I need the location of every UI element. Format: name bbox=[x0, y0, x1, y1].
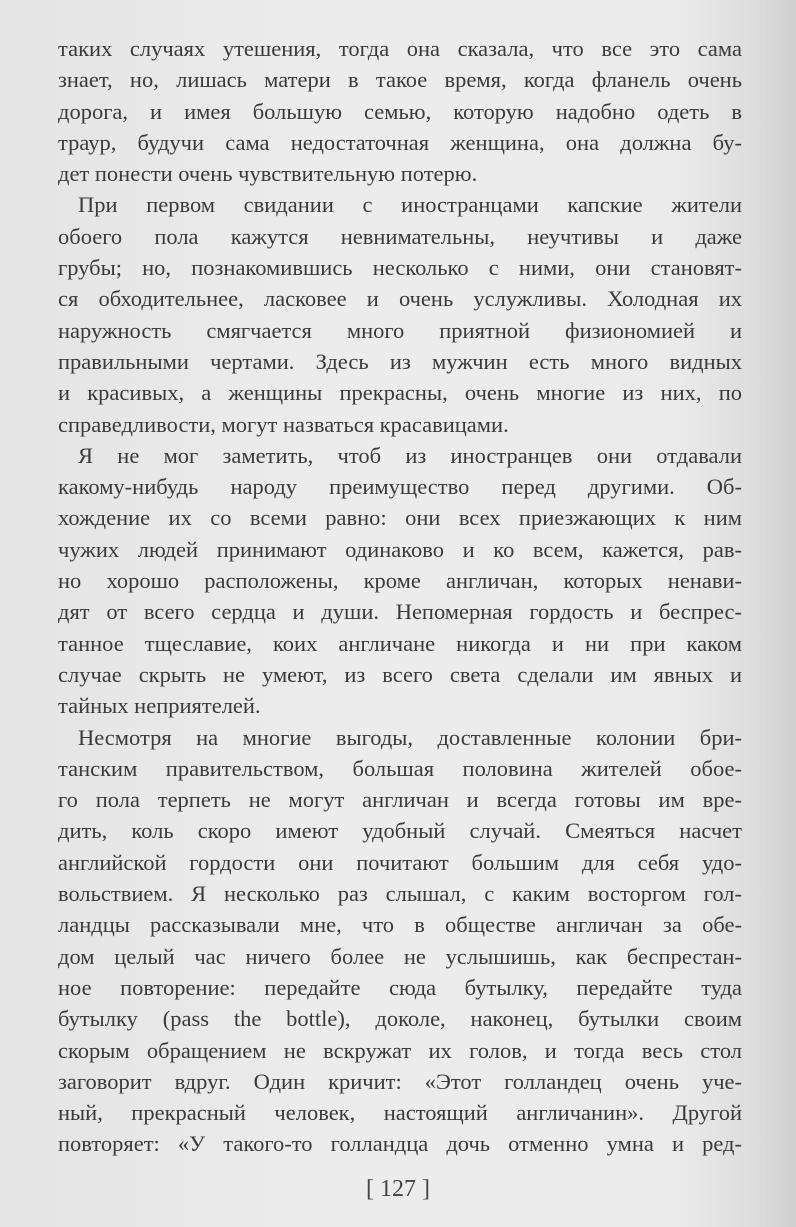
text-line: грубы; но, познакомившись несколько с ними, они становят- bbox=[58, 255, 742, 281]
paragraph bbox=[58, 722, 742, 1160]
text-line: Несмотря на многие выгоды, доставленные колонии бри- bbox=[78, 724, 742, 750]
text-line: повторяет: «У такого-то голландца дочь отменно умна и ред- bbox=[58, 1131, 742, 1157]
paragraph bbox=[58, 33, 742, 189]
text-line: танное тщеславие, коих англичане никогда и ни при каком bbox=[58, 630, 742, 656]
text-line: но хорошо расположены, кроме англичан, которых ненави- bbox=[58, 568, 742, 594]
text-line: чужих людей принимают одинаково и ко всем, кажется, рав- bbox=[58, 536, 742, 562]
text-line: английской гордости они почитают большим для себя удо- bbox=[58, 849, 742, 875]
text-line: правильными чертами. Здесь из мужчин есть много видных bbox=[58, 348, 742, 374]
text-line: бутылку (pass the bottle), доколе, наконец, бутылки своим bbox=[58, 1006, 742, 1032]
text-line: танским правительством, большая половина жителей обое- bbox=[58, 755, 742, 781]
text-line: тайных неприятелей. bbox=[58, 693, 261, 719]
text-line: дорога, и имея большую семью, которую надобно одеть в bbox=[58, 98, 742, 124]
text-line: ный, прекрасный человек, настоящий англичанин». Другой bbox=[58, 1100, 742, 1126]
page-body bbox=[58, 33, 742, 1160]
paragraph bbox=[58, 440, 742, 722]
text-line: дить, коль скоро имеют удобный случай. Смеяться насчет bbox=[58, 818, 742, 844]
text-line: го пола терпеть не могут англичан и всегда готовы им вре- bbox=[58, 787, 742, 813]
text-line: Я не мог заметить, чтоб из иностранцев они отдавали bbox=[78, 442, 742, 468]
text-line: дят от всего сердца и души. Непомерная гордость и беспрес- bbox=[58, 599, 742, 625]
text-line: наружность смягчается много приятной физиономией и bbox=[58, 317, 742, 343]
text-line: какому-нибудь народу преимущество перед другими. Об- bbox=[58, 474, 742, 500]
text-line: знает, но, лишась матери в такое время, когда фланель очень bbox=[58, 67, 742, 93]
paragraph bbox=[58, 189, 742, 439]
text-line: обоего пола кажутся невнимательны, неучтивы и даже bbox=[58, 223, 742, 249]
text-line: траур, будучи сама недостаточная женщина, она должна бу- bbox=[58, 129, 742, 155]
text-line: заговорит вдруг. Один кричит: «Этот голландец очень уче- bbox=[58, 1068, 742, 1094]
text-line: дет понести очень чувствительную потерю. bbox=[58, 161, 478, 187]
text-line: ся обходительнее, ласковее и очень услужливы. Холодная их bbox=[58, 286, 742, 312]
text-line: ное повторение: передайте сюда бутылку, передайте туда bbox=[58, 974, 742, 1000]
text-line: хождение их со всеми равно: они всех приезжающих к ним bbox=[58, 505, 742, 531]
text-line: таких случаях утешения, тогда она сказала, что все это сама bbox=[58, 36, 742, 61]
text-line: справедливости, могут назваться красавицами. bbox=[58, 411, 509, 437]
text-line: При первом свидании с иностранцами капские жители bbox=[78, 192, 742, 218]
text-line: ландцы рассказывали мне, что в обществе англичан за обе- bbox=[58, 912, 742, 938]
text-line: скорым обращением не вскружат их голов, и тогда весь стол bbox=[58, 1037, 742, 1063]
page-number: [ 127 ] bbox=[366, 1176, 430, 1202]
text-line: и красивых, а женщины прекрасны, очень многие из них, по bbox=[58, 380, 742, 406]
text-line: вольствием. Я несколько раз слышал, с каким восторгом гол- bbox=[58, 881, 742, 907]
text-line: дом целый час ничего более не услышишь, как беспрестан- bbox=[58, 943, 742, 969]
text-line: случае скрыть не умеют, из всего света сделали им явных и bbox=[58, 661, 742, 687]
